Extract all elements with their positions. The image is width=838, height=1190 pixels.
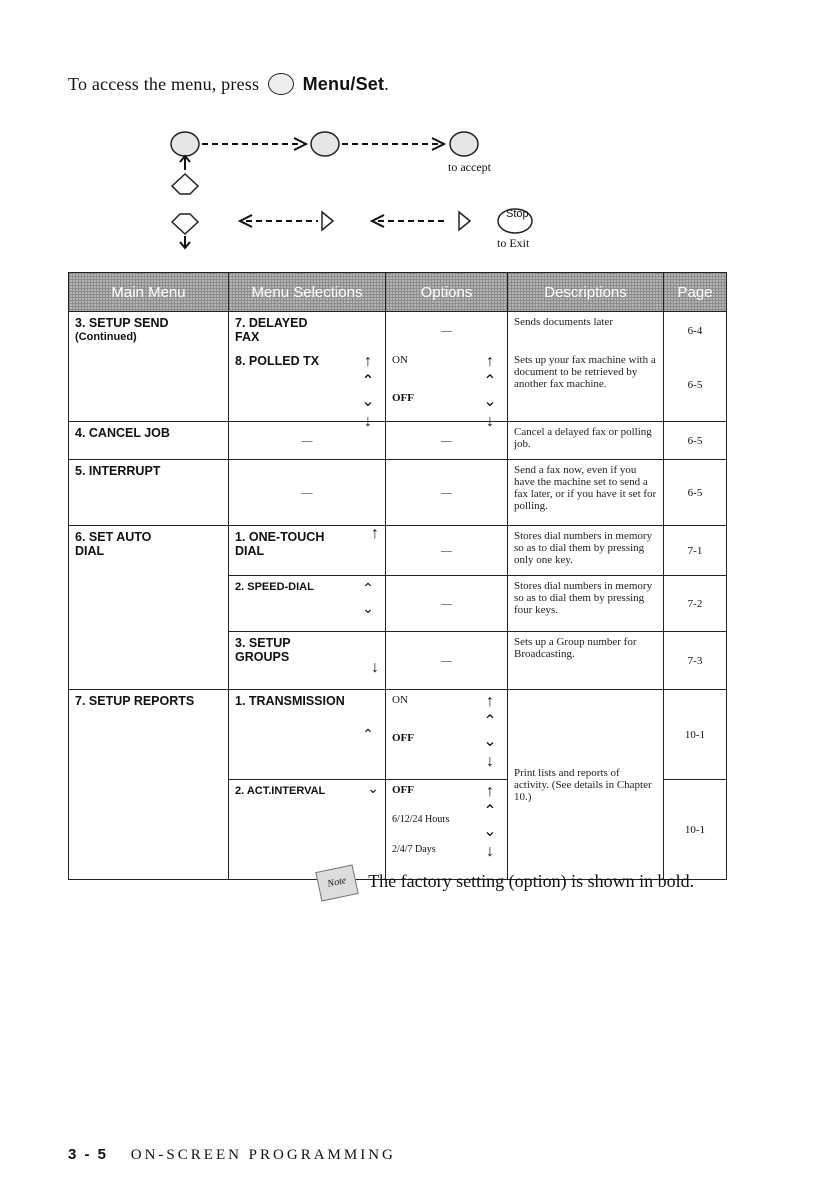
page-ref: 7-2 xyxy=(664,576,727,632)
option-off: OFF xyxy=(392,784,414,796)
down-arrow-key-icon xyxy=(172,214,198,234)
description-setup-groups: Sets up a Group number for Broadcasting. xyxy=(508,632,664,690)
selection-delayed-fax: 7. DELAYED FAX xyxy=(235,316,308,344)
note-line xyxy=(318,868,694,898)
down-key-icon: ⌄ xyxy=(367,782,379,797)
section-title: ON-SCREEN PROGRAMMING xyxy=(130,1147,396,1163)
main-menu-setup-reports: 7. SETUP REPORTS xyxy=(75,694,195,708)
page-ref: 6-5 xyxy=(664,422,727,460)
menu-set-label: Menu/Set xyxy=(302,74,385,94)
table-row xyxy=(69,460,727,526)
header-menu-selections: Menu Selections xyxy=(229,273,386,312)
page-ref: 7-1 xyxy=(664,526,727,576)
menu-set-key-icon xyxy=(450,132,478,156)
option-off: OFF xyxy=(392,732,414,744)
page-ref: 6-5 xyxy=(664,460,727,526)
menu-table xyxy=(68,272,727,880)
description-speed-dial: Stores dial numbers in memory so as to dial them by pressing four keys. xyxy=(508,576,664,632)
page-number: 3 - 5 xyxy=(68,1146,109,1163)
menu-set-key-icon xyxy=(171,132,199,156)
option-dash: — xyxy=(386,312,508,350)
option-dash: — xyxy=(386,460,508,526)
page-ref: 6-4 xyxy=(664,312,727,350)
option-hours: 6/12/24 Hours xyxy=(392,814,450,825)
selection-one-touch-dial: 1. ONE-TOUCH DIAL xyxy=(235,530,325,558)
table-row xyxy=(69,690,727,780)
to-exit-label: to Exit xyxy=(497,236,530,250)
table-row xyxy=(69,312,727,350)
menu-set-key-icon xyxy=(311,132,339,156)
selection-polled-tx: 8. POLLED TX xyxy=(235,353,320,368)
main-menu-set-auto-dial: 6. SET AUTO DIAL xyxy=(75,530,152,558)
main-menu-cancel-job: 4. CANCEL JOB xyxy=(75,426,170,440)
navigation-arrows xyxy=(0,0,838,270)
option-dash: — xyxy=(386,576,508,632)
down-arrow-icon: ↓ xyxy=(371,659,379,676)
left-arrow-key-icon xyxy=(322,212,333,230)
description-delayed-fax: Sends documents later xyxy=(508,312,664,350)
stop-label: Stop xyxy=(506,208,529,220)
main-menu-setup-send: 3. SETUP SEND xyxy=(75,316,169,330)
up-down-key-icon: ⌃ xyxy=(362,728,374,743)
table-row xyxy=(69,422,727,460)
main-menu-continued: (Continued) xyxy=(75,331,137,343)
up-arrow-key-icon xyxy=(172,174,198,194)
main-menu-interrupt: 5. INTERRUPT xyxy=(75,464,161,478)
page-ref: 10-1 xyxy=(664,690,727,780)
selection-transmission: 1. TRANSMISSION xyxy=(235,694,345,708)
page-ref: 6-5 xyxy=(664,350,727,422)
note-icon: Note xyxy=(315,864,358,901)
option-dash: — xyxy=(386,632,508,690)
description-one-touch: Stores dial numbers in memory so as to dial them by pressing only one key. xyxy=(508,526,664,576)
selection-act-interval: 2. ACT.INTERVAL xyxy=(235,785,326,797)
option-days: 2/4/7 Days xyxy=(392,844,436,855)
header-descriptions: Descriptions xyxy=(508,273,664,312)
table-header-row xyxy=(69,273,727,312)
table-row xyxy=(69,526,727,576)
up-down-arrow-icon: ↑ ⌃ ⌄ ↓ xyxy=(483,693,497,770)
up-down-key-icon: ⌃ ⌄ xyxy=(362,582,374,617)
option-dash: — xyxy=(386,422,508,460)
option-dash: — xyxy=(386,526,508,576)
up-down-arrow-icon: ↑ ⌃ ⌄ ↓ xyxy=(483,783,497,860)
page-footer xyxy=(68,1146,396,1164)
header-options: Options xyxy=(386,273,508,312)
description-setup-reports: Print lists and reports of activity. (See details in Chapter 10.) xyxy=(508,690,664,880)
option-on: ON xyxy=(392,694,408,706)
selection-setup-groups: 3. SETUP GROUPS xyxy=(235,636,291,664)
header-page: Page xyxy=(664,273,727,312)
description-interrupt: Send a fax now, even if you have the machine set to send a fax later, or if you have it set for polling. xyxy=(508,460,664,526)
selection-dash: — xyxy=(229,422,386,460)
page-ref: 10-1 xyxy=(664,780,727,880)
intro-period: . xyxy=(384,74,389,94)
description-cancel-job: Cancel a delayed fax or polling job. xyxy=(508,422,664,460)
up-down-arrow-icon: ↑ ⌃ ⌄ ↓ xyxy=(483,352,497,430)
to-accept-label: to accept xyxy=(448,160,491,174)
selection-dash: — xyxy=(229,460,386,526)
intro-text: To access the menu, press xyxy=(68,74,260,94)
description-polled-tx: Sets up your fax machine with a document to be retrieved by another fax machine. xyxy=(508,350,664,422)
note-text: The factory setting (option) is shown in bold. xyxy=(368,871,695,892)
header-main-menu: Main Menu xyxy=(69,273,229,312)
page-ref: 7-3 xyxy=(664,632,727,690)
option-on: ON xyxy=(392,353,408,366)
selection-speed-dial: 2. SPEED-DIAL xyxy=(235,581,314,593)
left-arrow-key-icon xyxy=(459,212,470,230)
option-off: OFF xyxy=(392,391,414,404)
navigation-diagram xyxy=(0,0,838,270)
up-down-arrow-icon: ↑ ⌃ ⌄ ↓ xyxy=(361,352,375,430)
up-arrow-icon: ↑ xyxy=(371,525,379,542)
